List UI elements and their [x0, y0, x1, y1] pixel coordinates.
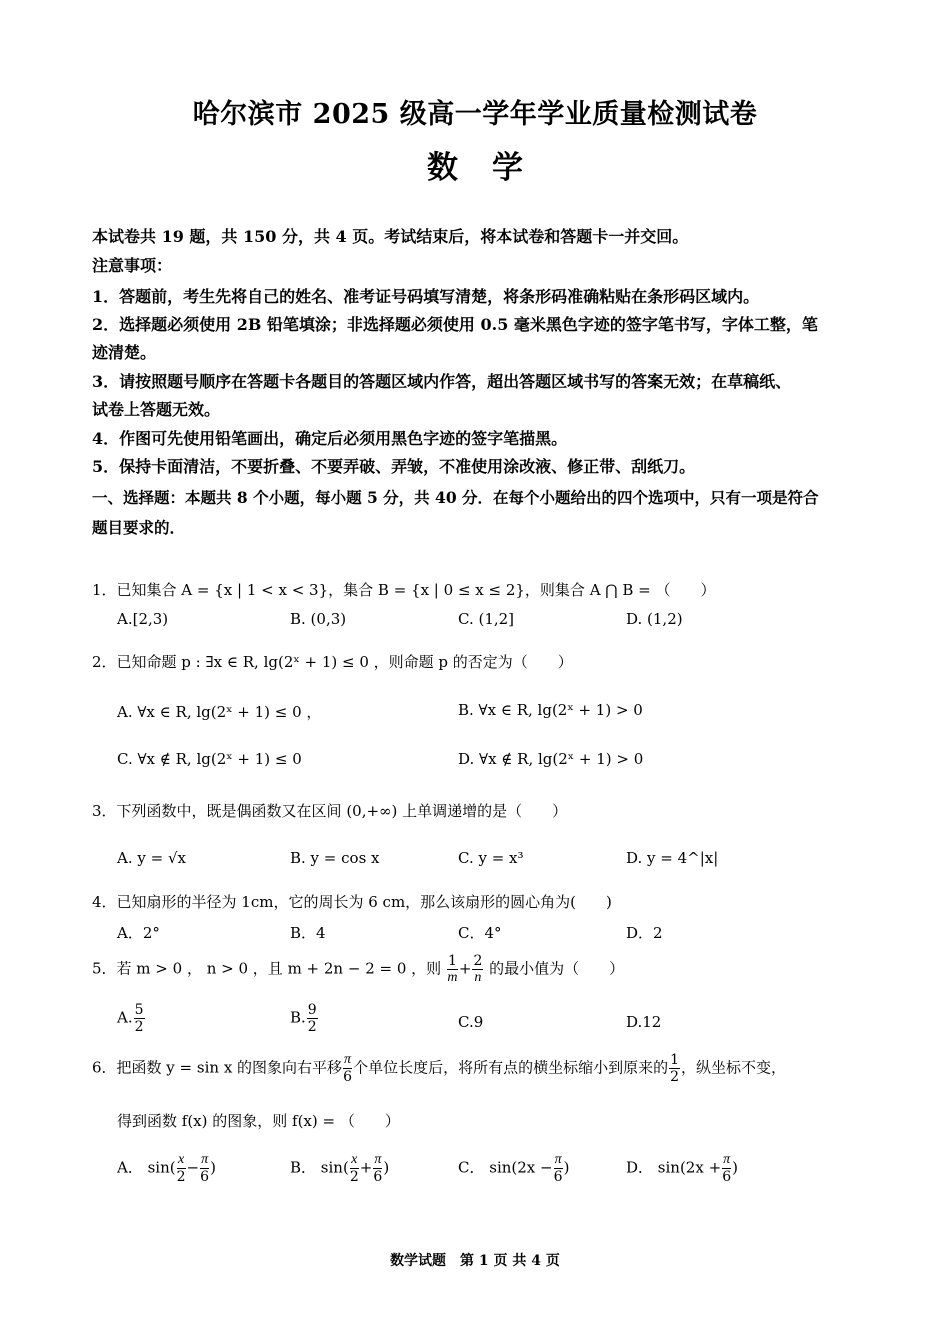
fraction-denominator: 6 — [343, 1069, 353, 1085]
fraction — [554, 1152, 563, 1185]
question-3-option-a: A. y = √x — [117, 849, 186, 867]
fraction-numerator: π — [723, 1152, 731, 1167]
question-5-option-a — [117, 1002, 146, 1035]
fraction-numerator: x — [351, 1152, 358, 1167]
operator: − — [186, 1158, 200, 1177]
fraction — [177, 1152, 186, 1185]
notice-item: 5．保持卡面清洁，不要折叠、不要弄破、弄皱，不准使用涂改液、修正带、刮纸刀。 — [92, 457, 696, 476]
fraction — [669, 1052, 680, 1085]
notice-item: 迹清楚。 — [92, 343, 157, 362]
notice-item: 3．请按照题号顺序在答题卡各题目的答题区域内作答，超出答题区域书写的答案无效；在草稿纸、 — [92, 372, 792, 391]
notice-intro: 本试卷共 19 题，共 150 分，共 4 页。考试结束后，将本试卷和答题卡一并交回。 — [92, 227, 689, 246]
question-5-stem — [92, 953, 624, 986]
fraction — [472, 953, 483, 986]
fraction-denominator: 6 — [553, 1169, 563, 1185]
fraction-denominator: 6 — [722, 1169, 732, 1185]
question-6-option-d — [626, 1152, 738, 1185]
fraction — [350, 1152, 359, 1185]
question-5-stem-suffix: 的最小值为（ ） — [489, 959, 625, 978]
question-3-option-c: C. y = x³ — [458, 849, 524, 867]
fraction-numerator: π — [201, 1152, 209, 1167]
subject-title: 数学 — [427, 150, 557, 186]
notice-item: 试卷上答题无效。 — [92, 400, 221, 419]
fraction — [373, 1152, 382, 1185]
question-6-stem-cont: 得到函数 f(x) 的图象，则 f(x) = （ ） — [117, 1112, 400, 1130]
fraction-numerator: π — [374, 1152, 382, 1167]
question-3-stem: 3．下列函数中，既是偶函数又在区间 (0,+∞) 上单调递增的是（ ） — [92, 802, 568, 820]
option-suffix: ) — [563, 1158, 570, 1177]
fraction-denominator: 2 — [307, 1019, 317, 1035]
operator: + — [359, 1158, 373, 1177]
option-suffix: ) — [210, 1158, 216, 1177]
question-1-stem: 1．已知集合 A = {x | 1 < x < 3}，集合 B = {x | 0 ≤ x ≤ 2}，则集合 A ⋂ B = （ ） — [92, 581, 716, 599]
question-6-stem-part: 6．把函数 y = sin x 的图象向右平移 — [92, 1058, 343, 1077]
section-heading: 一、选择题：本题共 8 个小题，每小题 5 分，共 40 分．在每个小题给出的四个选项中，只有一项是符合 — [92, 488, 819, 507]
question-2-option-c: C. ∀x ∉ R, lg(2ˣ + 1) ≤ 0 — [117, 750, 302, 768]
question-5-stem-prefix: 5．若 m > 0 ， n > 0 ，且 m + 2n − 2 = 0 ，则 — [92, 959, 442, 978]
question-5-option-b — [290, 1002, 319, 1035]
fraction-numerator: 5 — [134, 1002, 144, 1018]
fraction — [307, 1002, 318, 1035]
question-1-option-a: A.[2,3) — [117, 610, 169, 628]
question-2-option-b: B. ∀x ∈ R, lg(2ˣ + 1) > 0 — [458, 701, 643, 719]
question-1-option-b: B. (0,3) — [290, 610, 347, 628]
question-6-stem-part: ，纵坐标不变， — [681, 1058, 787, 1077]
question-2-stem: 2．已知命题 p : ∃x ∈ R, lg(2ˣ + 1) ≤ 0 ，则命题 p 的否定为（ ） — [92, 653, 573, 671]
notice-heading: 注意事项： — [92, 256, 173, 275]
fraction-denominator: 6 — [200, 1169, 210, 1185]
question-5-option-c: C.9 — [458, 1013, 484, 1031]
option-prefix: C． sin(2x − — [458, 1158, 553, 1177]
fraction-denominator: 2 — [670, 1069, 679, 1085]
fraction-denominator: m — [447, 970, 458, 985]
exam-title: 哈尔滨市 2025 级高一学年学业质量检测试卷 — [192, 99, 758, 130]
question-6-stem — [92, 1052, 786, 1085]
question-3-option-d: D. y = 4^|x| — [626, 849, 719, 867]
question-4-option-c: C．4° — [458, 924, 502, 942]
notice-item: 4．作图可先使用铅笔画出，确定后必须用黑色字迹的签字笔描黑。 — [92, 429, 568, 448]
page-footer: 数学试题 第 1 页 共 4 页 — [390, 1253, 560, 1269]
option-label: A. — [117, 1008, 133, 1027]
question-6-stem-part: 个单位长度后，将所有点的横坐标缩小到原来的 — [353, 1058, 669, 1077]
fraction-denominator: 2 — [349, 1169, 359, 1185]
fraction-numerator: x — [177, 1152, 185, 1167]
option-prefix: B． sin( — [290, 1158, 349, 1177]
fraction-denominator: 2 — [176, 1169, 186, 1185]
question-2-option-d: D. ∀x ∉ R, lg(2ˣ + 1) > 0 — [458, 750, 644, 768]
option-suffix: ) — [732, 1158, 739, 1177]
question-4-option-d: D．2 — [626, 924, 663, 942]
question-6-option-b — [290, 1152, 389, 1185]
fraction-denominator: n — [474, 970, 482, 985]
question-4-option-a: A．2° — [117, 924, 160, 942]
question-6-option-c — [458, 1152, 569, 1185]
option-label: B. — [290, 1008, 306, 1027]
fraction-numerator: 1 — [447, 953, 457, 969]
fraction-numerator: π — [554, 1152, 562, 1167]
question-5-option-d: D.12 — [626, 1013, 662, 1031]
section-heading-cont: 题目要求的． — [92, 518, 186, 537]
fraction-numerator: 9 — [307, 1002, 317, 1018]
question-4-stem: 4．已知扇形的半径为 1cm，它的周长为 6 cm，那么该扇形的圆心角为( ) — [92, 893, 612, 911]
notice-item: 1．答题前，考生先将自己的姓名、准考证号码填写清楚，将条形码准确粘贴在条形码区域内。 — [92, 287, 760, 306]
question-3-option-b: B. y = cos x — [290, 849, 380, 867]
fraction — [447, 953, 458, 986]
question-1-option-d: D. (1,2) — [626, 610, 683, 628]
fraction-numerator: 1 — [670, 1052, 679, 1068]
option-suffix: ) — [383, 1158, 390, 1177]
question-2-option-a: A. ∀x ∈ R, lg(2ˣ + 1) ≤ 0 ， — [117, 703, 322, 721]
question-6-option-a — [117, 1152, 216, 1185]
fraction — [134, 1002, 145, 1035]
fraction — [722, 1152, 731, 1185]
notice-item: 2．选择题必须使用 2B 铅笔填涂；非选择题必须使用 0.5 毫米黑色字迹的签字笔书写，字体工整，笔 — [92, 315, 818, 334]
question-1-option-c: C. (1,2] — [458, 610, 515, 628]
fraction — [200, 1152, 209, 1185]
fraction-numerator: 2 — [473, 953, 483, 969]
fraction-numerator: π — [344, 1052, 352, 1067]
question-4-option-b: B．4 — [290, 924, 326, 942]
fraction — [343, 1052, 352, 1085]
option-prefix: D． sin(2x + — [626, 1158, 722, 1177]
fraction-denominator: 2 — [134, 1019, 144, 1035]
option-prefix: A． sin( — [117, 1158, 176, 1177]
fraction-denominator: 6 — [373, 1169, 383, 1185]
plus-sign: + — [458, 959, 472, 978]
